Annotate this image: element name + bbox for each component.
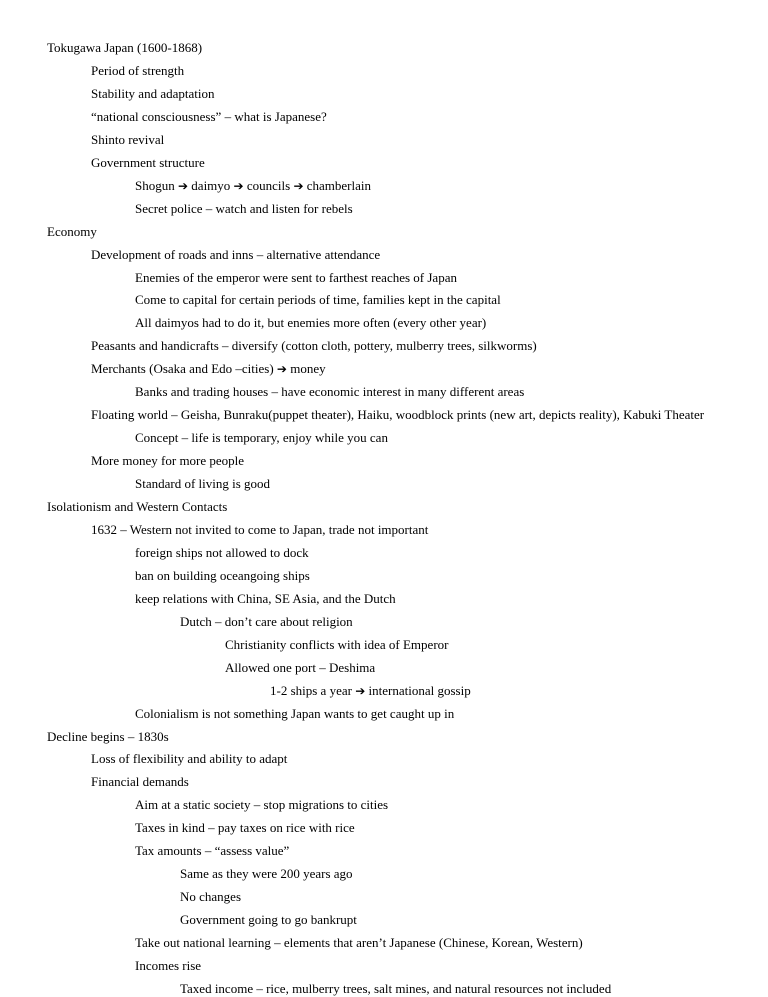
outline-level-4-item: Allowed one port – Deshima xyxy=(225,659,376,675)
arrow-right-icon: ➔ xyxy=(233,178,244,193)
outline-level-1-item: Merchants (Osaka and Edo –cities) ➔ money xyxy=(91,361,326,377)
outline-level-2-item: Secret police – watch and listen for rebels xyxy=(135,200,353,216)
outline-level-2-item: Come to capital for certain periods of time, families kept in the capital xyxy=(135,292,501,308)
outline-level-2-item: All daimyos had to do it, but enemies more often (every other year) xyxy=(135,315,487,331)
outline-level-0-item: Tokugawa Japan (1600-1868) xyxy=(47,40,203,55)
outline-level-2-item: Concept – life is temporary, enjoy while you can xyxy=(135,430,388,446)
outline-level-1-item: “national consciousness” – what is Japanese? xyxy=(91,108,327,124)
arrow-right-icon: ➔ xyxy=(293,178,304,193)
outline-level-4-item: Christianity conflicts with idea of Emperor xyxy=(225,636,449,652)
outline-level-2-item: Tax amounts – “assess value” xyxy=(135,843,290,859)
outline-level-1-item: 1632 – Western not invited to come to Japan, trade not important xyxy=(91,521,429,537)
outline-level-1-item: Government structure xyxy=(91,154,205,170)
outline-level-2-item: Shogun ➔ daimyo ➔ councils ➔ chamberlain xyxy=(135,177,371,193)
outline-level-2-item: foreign ships not allowed to dock xyxy=(135,544,309,560)
outline-level-2-item: Banks and trading houses – have economic interest in many different areas xyxy=(135,384,525,400)
outline-level-3-item: Taxed income – rice, mulberry trees, salt mines, and natural resources not included xyxy=(180,980,612,996)
arrow-right-icon: ➔ xyxy=(355,683,366,698)
arrow-right-icon: ➔ xyxy=(276,362,287,377)
outline-level-1-item: Development of roads and inns – alternative attendance xyxy=(91,246,381,262)
outline-level-2-item: ban on building oceangoing ships xyxy=(135,567,310,583)
outline-level-2-item: Standard of living is good xyxy=(135,476,271,492)
outline-level-1-item: Loss of flexibility and ability to adapt xyxy=(91,751,288,767)
outline-level-1-item: Period of strength xyxy=(91,62,185,78)
outline-level-0-item: Economy xyxy=(47,223,97,239)
outline-level-0-item: Isolationism and Western Contacts xyxy=(47,499,228,514)
outline-level-2-item: Colonialism is not something Japan wants to get caught up in xyxy=(135,705,455,721)
outline-level-0-item: Decline begins – 1830s xyxy=(47,728,169,744)
outline-level-2-item: Enemies of the emperor were sent to farthest reaches of Japan xyxy=(135,269,457,285)
outline-level-1-item: More money for more people xyxy=(91,453,245,469)
outline-level-1-item: Floating world – Geisha, Bunraku(puppet theater), Haiku, woodblock prints (new art, depicts reality), Kabuki Theater xyxy=(91,407,705,423)
outline-level-3-item: Same as they were 200 years ago xyxy=(180,866,353,882)
outline-level-2-item: Take out national learning – elements that aren’t Japanese (Chinese, Korean, Western) xyxy=(135,935,583,951)
outline-level-1-item: Financial demands xyxy=(91,774,189,790)
outline-level-3-item: Dutch – don’t care about religion xyxy=(180,613,353,629)
outline-level-1-item: Peasants and handicrafts – diversify (cotton cloth, pottery, mulberry trees, silkworms) xyxy=(91,338,537,354)
outline-level-2-item: Incomes rise xyxy=(135,958,202,973)
outline-level-3-item: No changes xyxy=(180,889,242,905)
outline-level-2-item: Aim at a static society – stop migrations to cities xyxy=(135,797,389,813)
outline-level-5-item: 1-2 ships a year ➔ international gossip xyxy=(270,682,471,698)
arrow-right-icon: ➔ xyxy=(177,178,189,193)
outline-level-1-item: Stability and adaptation xyxy=(91,85,215,101)
outline-level-1-item: Shinto revival xyxy=(91,131,165,147)
outline-level-3-item: Government going to go bankrupt xyxy=(180,912,357,928)
outline-level-2-item: keep relations with China, SE Asia, and the Dutch xyxy=(135,590,396,606)
outline-level-2-item: Taxes in kind – pay taxes on rice with rice xyxy=(135,820,355,836)
